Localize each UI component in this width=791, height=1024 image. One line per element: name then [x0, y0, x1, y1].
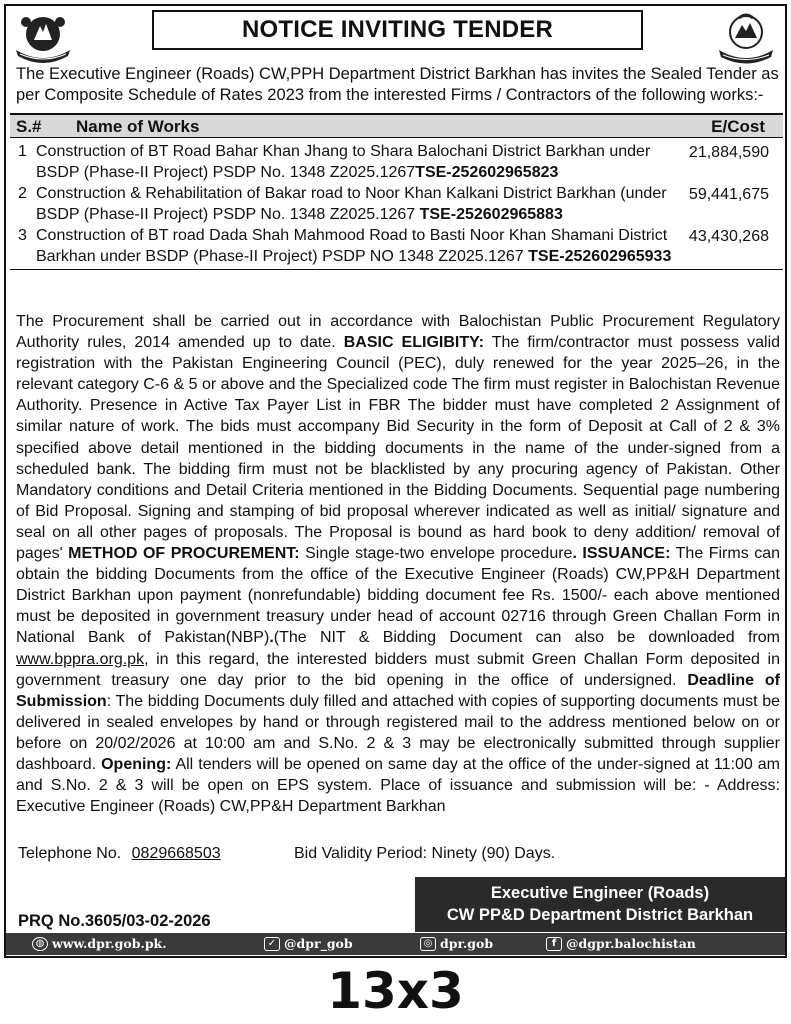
globe-icon: ◍	[32, 937, 48, 951]
intro-paragraph: The Executive Engineer (Roads) CW,PPH Department District Barkhan has invites the Sealed Tender as per Composite Schedule of Rates 2023 from the interested Firms / Contractors of the following works:-	[16, 65, 779, 104]
header-name-of-works: Name of Works	[76, 117, 200, 136]
footer-twitter-text: @dpr_gob	[284, 936, 353, 951]
footer-website[interactable]	[32, 936, 167, 951]
row-sno: 3	[18, 227, 27, 244]
footer-instagram-text: dpr.gob	[440, 936, 494, 951]
header-estimated-cost: E/Cost	[711, 117, 765, 136]
heading-opening: Opening:	[101, 755, 172, 773]
tender-conditions: The Procurement shall be carried out in accordance with Balochistan Public Procurement Regulatory Authority rules, 2014 amended up to date. BASIC ELIGIBITY: The firm/contractor must possess valid registration with the Pakistan Engineering Council (PEC), duly renewed for the year 2025–26, in the relevant category C-6 & 5 or above and the Specialized code The firm must register in Balochistan Revenue Authority. Presence in Active Tax Payer List in FBR The bidder must have completed 2 Assignment of similar nature of work. The bids must accompany Bid Security in the form of Deposit at Call of 2 & 3% specified above detail mentioned in the bidding documents in the name of the under-signed from a scheduled bank. The bidding firm must not be blacklisted by any procuring agency of Pakistan. Other Mandatory conditions and Detail Criteria mentioned in the Bidding Documents. Sequential page numbering of Bid Proposal. Signing and stamping of bid proposal wherever indicated as well as initial/ signature and seal on all other pages of proposals. The Proposal is bound as hard book to deny addition/ removal of pages' METHOD OF PROCUREMENT: Single stage-two envelope procedure. ISSUANCE: The Firms can obtain the bidding Documents from the office of the Executive Engineer (Roads) CW,PP&H Department District Barkhan upon payment (nonrefundable) bidding document fee Rs. 1500/- each above mentioned must be deposited in government treasury under head of account 02716 through Green Challan Form in National Bank of Pakistan(NBP).(The NIT & Bidding Document can also be downloaded from www.bppra.org.pk, in this regard, the interested bidders must submit Green Challan Form deposited in government treasury one day prior to the bid opening in the office of undersigned. Deadline of Submission: The bidding Documents duly filled and attached with copies of supporting documents must be delivered in sealed envelopes by hand or through registered mail to the address mentioned below on or before on 20/02/2026 at 10:00 am and S.No. 2 & 3 may be electronically submitted through supplier dashboard. Opening: All tenders will be opened on same day at the office of the under-signed at 11:00 am and S.No. 2 & 3 will be open on EPS system. Place of issuance and submission will be: - Address: Executive Engineer (Roads) CW,PP&H Department Barkhan	[16, 313, 781, 816]
row-tse-number: TSE-252602965823	[415, 164, 559, 181]
signature-department: CW PP&D Department District Barkhan	[446, 906, 754, 924]
row-cost: 21,884,590	[688, 144, 769, 161]
row-sno: 2	[18, 185, 27, 202]
signature-title: Executive Engineer (Roads)	[490, 884, 710, 902]
government-emblem-right-icon	[715, 10, 777, 66]
row-work-name: Construction & Rehabilitation of Bakar road to Noor Khan Kalkani District Barkhan (under BSDP (Phase-II Project) PSDP No. 1348 Z2025.1267 TSE-252602965883	[36, 185, 667, 223]
footer-twitter[interactable]	[264, 936, 353, 951]
telephone-label: Telephone No.	[18, 845, 122, 862]
row-sno: 1	[18, 143, 27, 160]
prq-number: PRQ No.3605/03-02-2026	[18, 912, 211, 930]
instagram-icon: ◎	[420, 937, 436, 951]
table-row	[10, 225, 783, 267]
ad-size-label: 13x3	[327, 962, 464, 1020]
header-sno: S.#	[16, 117, 42, 136]
row-cost: 59,441,675	[688, 186, 769, 203]
notice-title: NOTICE INVITING TENDER	[152, 10, 643, 50]
table-row	[10, 183, 783, 225]
row-tse-number: TSE-252602965933	[528, 248, 672, 265]
row-work-name: Construction of BT Road Bahar Khan Jhang to Shara Balochani District Barkhan under BSDP (Phase-II Project) PSDP No. 1348 Z2025.1267TSE-252602965823	[36, 143, 651, 181]
telephone-line	[18, 845, 221, 863]
telephone-number[interactable]: 0829668503	[131, 845, 221, 862]
tender-notice	[4, 4, 787, 958]
heading-issuance: . ISSUANCE:	[572, 545, 671, 563]
footer-instagram[interactable]	[420, 936, 493, 951]
facebook-icon: f	[546, 937, 562, 951]
row-work-name: Construction of BT road Dada Shah Mahmood Road to Basti Noor Khan Shamani District Barkhan under BSDP (Phase-II Project) PSDP NO 1348 Z2025.1267 TSE-252602965933	[36, 227, 672, 265]
works-table	[10, 113, 783, 270]
bid-validity: Bid Validity Period: Ninety (90) Days.	[294, 845, 556, 862]
works-table-header	[10, 113, 783, 138]
signature-block	[415, 877, 785, 932]
row-cost: 43,430,268	[688, 228, 769, 245]
bppra-website-link[interactable]: www.bppra.org.pk	[16, 650, 145, 668]
table-row	[10, 141, 783, 183]
twitter-icon: ✓	[264, 937, 280, 951]
footer-social-bar	[6, 933, 785, 955]
government-emblem-left-icon	[12, 10, 74, 66]
footer-website-text: www.dpr.gob.pk.	[52, 936, 167, 951]
works-table-body	[10, 138, 783, 270]
heading-method-of-procurement: METHOD OF PROCUREMENT:	[68, 545, 300, 563]
footer-facebook[interactable]	[546, 936, 696, 951]
footer-facebook-text: @dgpr.balochistan	[566, 936, 696, 951]
row-tse-number: TSE-252602965883	[419, 206, 563, 223]
heading-deadline-of-submission: Deadline of Submission	[16, 671, 781, 710]
heading-basic-eligibility: BASIC ELIGIBITY:	[343, 334, 484, 352]
